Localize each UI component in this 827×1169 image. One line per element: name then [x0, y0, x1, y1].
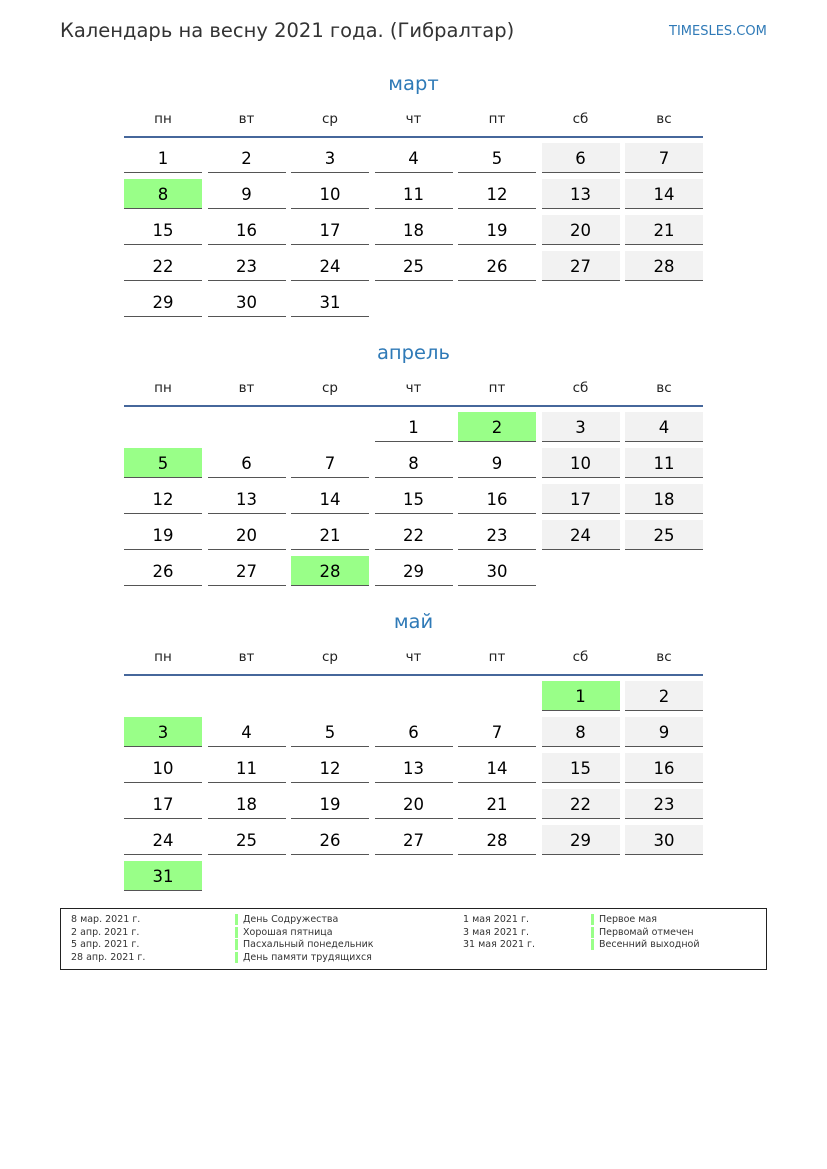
- day-cell: 13: [208, 484, 286, 514]
- day-cell: 7: [291, 448, 369, 478]
- weekday-label: вс: [656, 649, 672, 665]
- month-title: апрель: [376, 341, 451, 364]
- day-cell: 14: [625, 179, 703, 209]
- day-cell: 29: [375, 556, 453, 586]
- day-cell: 15: [124, 215, 202, 245]
- day-cell: 6: [542, 143, 620, 173]
- day-cell: 10: [124, 753, 202, 783]
- weekday-label: сб: [572, 649, 589, 665]
- weekday-label: ср: [322, 111, 338, 127]
- day-cell: 17: [124, 789, 202, 819]
- day-cell: 19: [124, 520, 202, 550]
- day-cell: 14: [291, 484, 369, 514]
- weekday-label: ср: [322, 649, 338, 665]
- day-cell: 10: [291, 179, 369, 209]
- day-cell: 18: [625, 484, 703, 514]
- day-cell: 21: [625, 215, 703, 245]
- site-link[interactable]: TIMESLES.COM: [669, 24, 767, 39]
- day-cell: 8: [542, 717, 620, 747]
- holiday-legend: [60, 908, 767, 970]
- day-cell: 7: [625, 143, 703, 173]
- day-cell: 23: [208, 251, 286, 281]
- day-cell: 18: [375, 215, 453, 245]
- day-cell: 27: [208, 556, 286, 586]
- legend-left-dates: [71, 914, 145, 965]
- legend-holiday-name: День памяти трудящихся: [235, 952, 372, 963]
- day-cell: 4: [208, 717, 286, 747]
- legend-left-names: [235, 914, 374, 965]
- day-cell: 9: [458, 448, 536, 478]
- legend-date: 2 апр. 2021 г.: [71, 926, 140, 938]
- day-cell: 6: [208, 448, 286, 478]
- day-cell: 29: [124, 287, 202, 317]
- day-cell: 28: [458, 825, 536, 855]
- legend-holiday-name: Хорошая пятница: [235, 927, 333, 938]
- day-cell: 9: [625, 717, 703, 747]
- day-cell: 28: [625, 251, 703, 281]
- legend-right-names: [591, 914, 700, 952]
- day-cell: 29: [542, 825, 620, 855]
- weekday-label: пт: [488, 380, 506, 396]
- legend-date: 28 апр. 2021 г.: [71, 952, 146, 964]
- weekday-header-row: [124, 380, 703, 400]
- weekday-label: ср: [322, 380, 338, 396]
- legend-holiday-name: Первое мая: [591, 914, 657, 925]
- day-cell: 21: [458, 789, 536, 819]
- day-cell: 15: [542, 753, 620, 783]
- day-cell: 12: [291, 753, 369, 783]
- day-cell: 25: [375, 251, 453, 281]
- day-cell: 3: [291, 143, 369, 173]
- day-cell: 22: [542, 789, 620, 819]
- month-title: май: [393, 610, 434, 633]
- legend-date: 3 мая 2021 г.: [463, 926, 529, 938]
- day-cell: 25: [625, 520, 703, 550]
- day-cell: 4: [625, 412, 703, 442]
- weekday-label: пт: [488, 649, 506, 665]
- day-cell: 22: [375, 520, 453, 550]
- day-cell-holiday: 28: [291, 556, 369, 586]
- day-cell: 14: [458, 753, 536, 783]
- day-cell: 30: [458, 556, 536, 586]
- weekday-header-row: [124, 111, 703, 131]
- day-cell: 1: [124, 143, 202, 173]
- weekday-label: вс: [656, 380, 672, 396]
- month-title: март: [388, 72, 439, 95]
- weekday-header-row: [124, 649, 703, 669]
- day-cell: 27: [375, 825, 453, 855]
- day-cell: 15: [375, 484, 453, 514]
- day-cell: 25: [208, 825, 286, 855]
- header-rule: [124, 136, 703, 138]
- legend-holiday-name: Первомай отмечен: [591, 927, 694, 938]
- day-cell: 5: [291, 717, 369, 747]
- day-cell: 17: [291, 215, 369, 245]
- legend-holiday-name: Весенний выходной: [591, 939, 700, 950]
- day-cell: 12: [124, 484, 202, 514]
- legend-holiday-name: Пасхальный понедельник: [235, 939, 374, 950]
- day-cell: 18: [208, 789, 286, 819]
- day-cell: 19: [291, 789, 369, 819]
- legend-right-dates: [463, 914, 535, 952]
- day-cell: 16: [458, 484, 536, 514]
- day-cell: 11: [375, 179, 453, 209]
- day-cell: 24: [124, 825, 202, 855]
- day-cell: 16: [208, 215, 286, 245]
- weekday-label: вт: [238, 649, 255, 665]
- day-cell: 16: [625, 753, 703, 783]
- day-cell: 30: [208, 287, 286, 317]
- weekday-label: пн: [154, 380, 172, 396]
- header-rule: [124, 674, 703, 676]
- day-cell: 7: [458, 717, 536, 747]
- day-cell-holiday: 8: [124, 179, 202, 209]
- weekday-label: вс: [656, 111, 672, 127]
- day-cell: 24: [291, 251, 369, 281]
- day-cell: 2: [625, 681, 703, 711]
- day-cell: 26: [458, 251, 536, 281]
- day-cell: 22: [124, 251, 202, 281]
- header-rule: [124, 405, 703, 407]
- day-cell: 4: [375, 143, 453, 173]
- day-cell: 23: [458, 520, 536, 550]
- day-cell: 26: [124, 556, 202, 586]
- legend-date: 8 мар. 2021 г.: [71, 914, 141, 925]
- day-cell: 11: [208, 753, 286, 783]
- weekday-label: пт: [488, 111, 506, 127]
- legend-date: 5 апр. 2021 г.: [71, 939, 140, 951]
- day-cell: 9: [208, 179, 286, 209]
- day-cell: 1: [375, 412, 453, 442]
- day-cell: 19: [458, 215, 536, 245]
- day-cell-holiday: 2: [458, 412, 536, 442]
- weekday-label: чт: [405, 111, 422, 127]
- weekday-label: пн: [154, 111, 172, 127]
- day-cell: 10: [542, 448, 620, 478]
- day-cell: 13: [542, 179, 620, 209]
- legend-date: 1 мая 2021 г.: [463, 914, 529, 925]
- day-cell: 20: [208, 520, 286, 550]
- legend-holiday-name: День Содружества: [235, 914, 338, 925]
- day-cell: 30: [625, 825, 703, 855]
- day-cell: 24: [542, 520, 620, 550]
- day-cell: 11: [625, 448, 703, 478]
- day-cell: 13: [375, 753, 453, 783]
- weekday-label: сб: [572, 111, 589, 127]
- weekday-label: сб: [572, 380, 589, 396]
- page-title: Календарь на весну 2021 года. (Гибралтар): [60, 19, 515, 42]
- day-cell: 20: [542, 215, 620, 245]
- weekday-label: чт: [405, 380, 422, 396]
- day-cell-holiday: 3: [124, 717, 202, 747]
- day-cell: 20: [375, 789, 453, 819]
- legend-date: 31 мая 2021 г.: [463, 939, 536, 951]
- day-cell: 12: [458, 179, 536, 209]
- day-cell: 26: [291, 825, 369, 855]
- weekday-label: вт: [238, 111, 255, 127]
- day-cell: 6: [375, 717, 453, 747]
- day-cell-holiday: 1: [542, 681, 620, 711]
- day-cell: 31: [291, 287, 369, 317]
- day-cell: 5: [458, 143, 536, 173]
- day-cell: 17: [542, 484, 620, 514]
- weekday-label: пн: [154, 649, 172, 665]
- weekday-label: вт: [238, 380, 255, 396]
- day-cell: 8: [375, 448, 453, 478]
- day-cell: 23: [625, 789, 703, 819]
- day-cell: 2: [208, 143, 286, 173]
- day-cell-holiday: 31: [124, 861, 202, 891]
- day-cell: 21: [291, 520, 369, 550]
- day-cell: 3: [542, 412, 620, 442]
- weekday-label: чт: [405, 649, 422, 665]
- day-cell-holiday: 5: [124, 448, 202, 478]
- day-cell: 27: [542, 251, 620, 281]
